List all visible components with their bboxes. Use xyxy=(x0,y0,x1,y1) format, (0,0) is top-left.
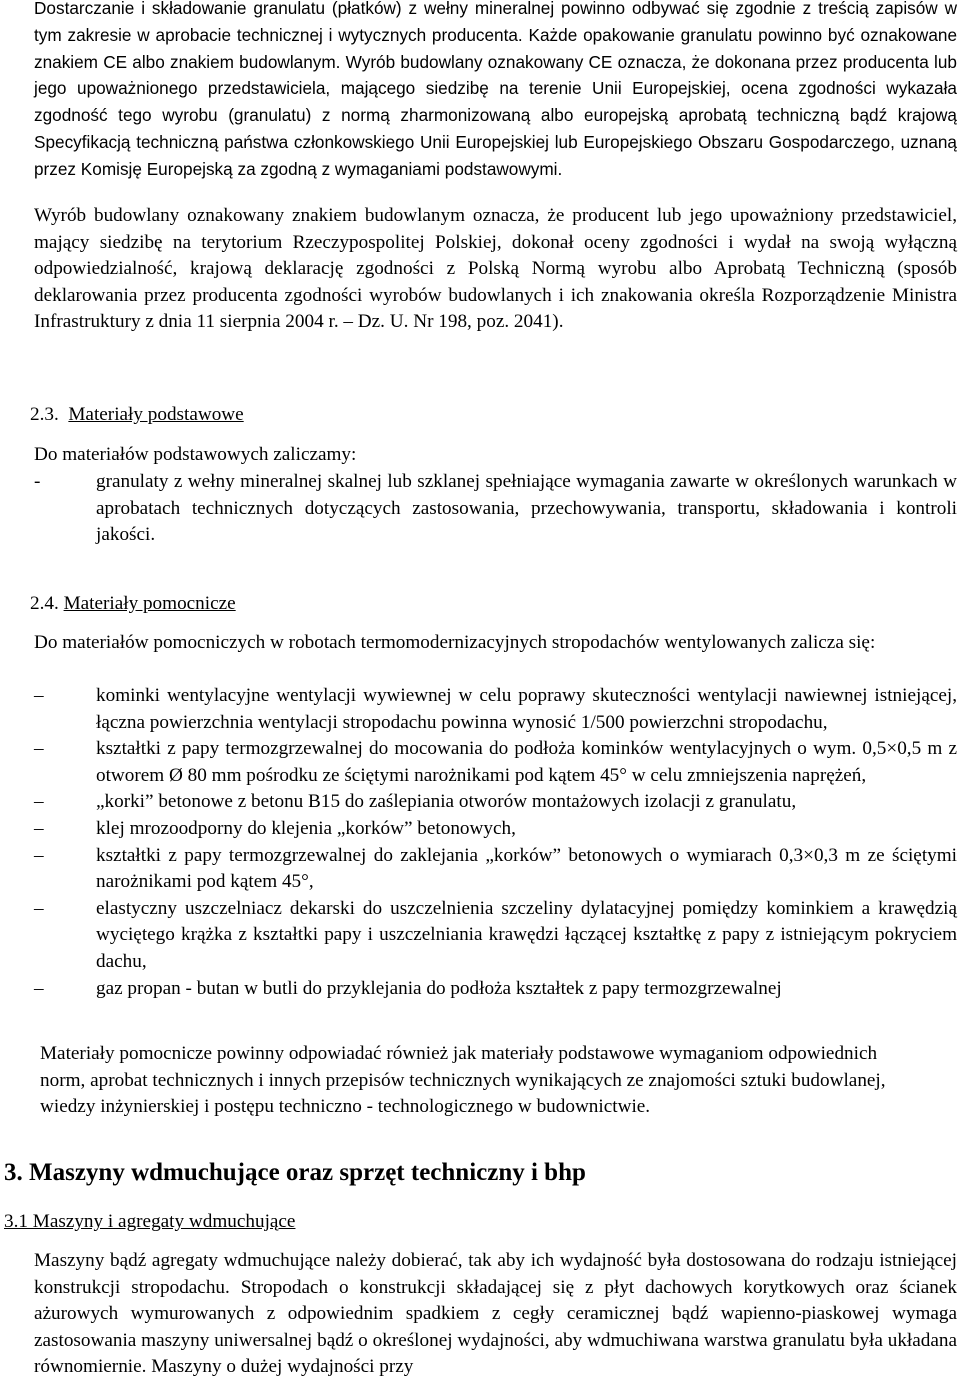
dash-marker: – xyxy=(34,897,44,919)
list-item: – kominki wentylacyjne wentylacji wywiewnej w celu poprawy skuteczności wentylacji nawiewnej istniejącej, łączna powierzchnia wentylacji stropodachu powinna wynosić 1/500 powierzchni stropodachu, xyxy=(34,685,957,733)
list-item: – elastyczny uszczelniacz dekarski do uszczelnienia szczeliny dylatacyjnej pomiędzy kominkiem a krawędzią wyciętego krążka z kształtki papy i uszczelniania krawędzi łączącej kształtkę z papy z istniejącym pokryciem dachu, xyxy=(34,897,957,972)
dash-marker: – xyxy=(34,791,44,813)
section-title: Materiały podstawowe xyxy=(68,404,244,425)
dash-marker: – xyxy=(34,844,44,866)
chapter-3-heading: 3. Maszyny wdmuchujące oraz sprzęt techniczny i bhp xyxy=(4,1159,586,1186)
dash-marker: – xyxy=(34,817,44,839)
section-3-1-heading: 3.1 Maszyny i agregaty wdmuchujące xyxy=(4,1211,296,1232)
section-2-4-intro: Do materiałów pomocniczych w robotach termomodernizacyjnych stropodachów wentylowanych zalicza się: xyxy=(34,632,876,653)
p1-text: Dostarczanie i składowanie granulatu (płatków) z wełny mineralnej powinno odbywać się zgodnie z treścią zapisów w tym zakresie w aprobacie technicznej i wytycznych producenta. Każde opakowanie granulatu powinno być oznakowane znakiem CE albo znakiem budowlanym. Wyrób budowlany oznakowany CE oznacza, że dokonana przez producenta lub jego upoważnionego przedstawiciela, mającego siedzibę na terenie Unii Europejskiej, ocena zgodności wykazała zgodność tego wyrobu (granulatu) z normą zharmonizowaną albo europejską aprobatą techniczną bądź krajową Specyfikacją techniczną państwa członkowskiego Unii Europejskiej lub Europejskiego Obszaru Gospodarczego, uznaną przez Komisję Europejską za zgodną z wymaganiami podstawowymi. xyxy=(34,0,957,179)
section-2-3-heading xyxy=(0,402,244,429)
auxiliary-materials-list xyxy=(34,683,957,1002)
basic-materials-list xyxy=(34,469,957,549)
section-2-3-intro: Do materiałów podstawowych zaliczamy: xyxy=(34,444,357,465)
section-title: Materiały pomocnicze xyxy=(63,593,236,614)
dash-marker: – xyxy=(34,685,44,706)
paragraph-building-mark xyxy=(34,203,957,336)
dash-marker: – xyxy=(34,977,44,999)
auxiliary-closing-paragraph: Materiały pomocnicze powinny odpowiadać również jak materiały podstawowe wymaganiom odpowiednich norm, aprobat technicznych i innych przepisów technicznych wynikających ze znajomości sztuki budowlanej, wiedzy inżynierskiej i postępu techniczno - technologicznego w budownictwie. xyxy=(40,1043,886,1118)
paragraph-delivery xyxy=(34,0,957,183)
list-item: - granulaty z wełny mineralnej skalnej lub szklanej spełniające wymagania zawarte w określonych warunkach w aprobatach technicznych dotyczących zastosowania, przechowywania, transportu, składowania i kontroli jakości. xyxy=(34,471,957,546)
section-3-1-body: Maszyny bądź agregaty wdmuchujące należy dobierać, tak aby ich wydajność była dostosowana do rodzaju istniejącej konstrukcji stropodachu. Stropodach o konstrukcji składającej się z płyt dachowych korytkowych oraz ścianek ażurowych wymurowanych z odpowiednim spadkiem z cegły ceramicznej bądź wapienno-piaskowej wymaga zastosowania maszyny uniwersalnej bądź o określonej wydajności, aby wdmuchiwana warstwa granulatu była układana równomiernie. Maszyny o dużej wydajności przy xyxy=(34,1250,957,1378)
list-item: – kształtki z papy termozgrzewalnej do mocowania do podłoża kominków wentylacyjnych o wym. 0,5×0,5 m z otworem Ø 80 mm pośrodku ze ściętymi narożnikami pod kątem 45° w celu zmniejszenia naprężeń, xyxy=(34,738,957,786)
section-number: 2.4. xyxy=(30,593,59,614)
list-item: – klej mrozoodporny do klejenia „korków” betonowych, xyxy=(34,816,957,843)
dash-marker: – xyxy=(34,738,44,760)
section-number: 2.3. xyxy=(30,404,59,425)
dash-marker: - xyxy=(34,471,41,492)
section-2-4-heading xyxy=(0,591,236,618)
list-item: – kształtki z papy termozgrzewalnej do zaklejania „korków” betonowych o wymiarach 0,3×0,3 m ze ściętymi narożnikami pod kątem 45°, xyxy=(34,844,957,893)
p2-text: Wyrób budowlany oznakowany znakiem budowlanym oznacza, że producent lub jego upoważniony przedstawiciel, mający siedzibę na terytorium Rzeczypospolitej Polskiej, dokonał oceny zgodności i wydał na swoją wyłączną odpowiedzialność, krajową deklarację zgodności z Polską Normą wyrobu albo Aprobatą Techniczną (sposób deklarowania przez producenta zgodności wyrobów budowlanych i ich znakowania określa Rozporządzenie Ministra Infrastruktury z dnia 11 sierpnia 2004 r. – Dz. U. Nr 198, poz. 2041). xyxy=(34,205,957,333)
list-item: – „korki” betonowe z betonu B15 do zaślepiania otworów montażowych izolacji z granulatu, xyxy=(34,789,957,816)
list-item: – gaz propan - butan w butli do przyklejania do podłoża kształtek z papy termozgrzewalnej xyxy=(34,976,957,1003)
